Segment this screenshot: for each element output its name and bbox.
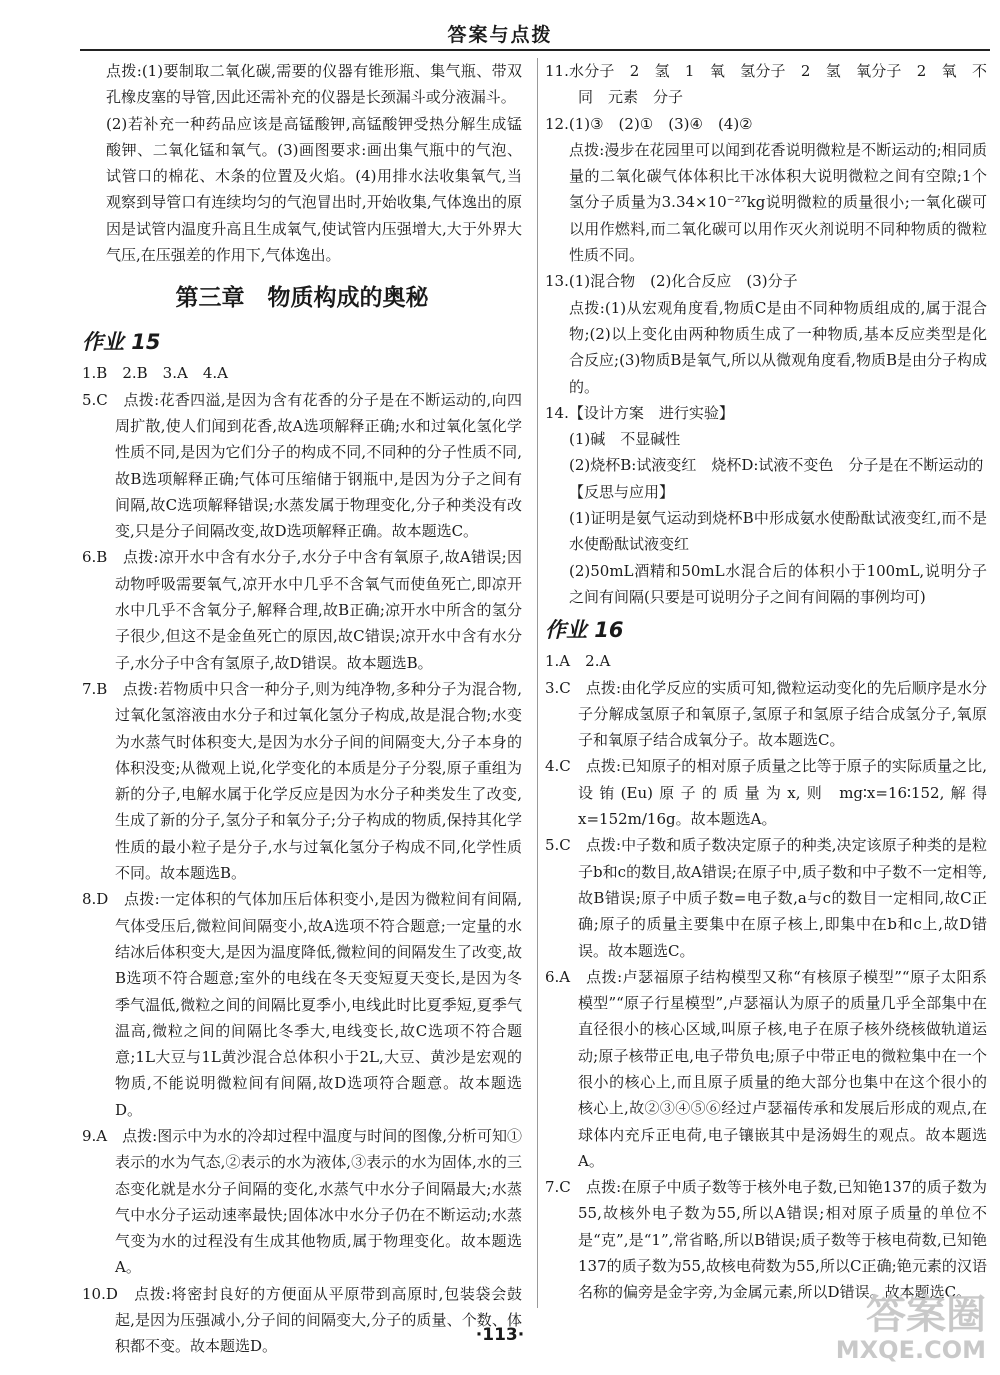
answer-line: (2)50mL酒精和50mL水混合后的体积小于100mL,说明分子之间有间隔(只要是可说明分子之间有间隔的事例均可) xyxy=(569,561,987,606)
answer-item: 10.D 点拨:将密封良好的方便面从平原带到高原时,包装袋会鼓起,是因为压强减小,分子间的间隔变大,分子的质量、个数、体积都不变。故本题选D。 xyxy=(82,1284,522,1356)
watermark-site: MXQE.COM xyxy=(835,1336,986,1364)
intro-paragraph: 点拨:(1)要制取二氧化碳,需要的仪器有锥形瓶、集气瓶、带双孔橡皮塞的导管,因此还需补充的仪器是长颈漏斗或分液漏斗。 xyxy=(106,62,522,107)
answer-item: 5.C 点拨:中子数和质子数决定原子的种类,决定该原子种类的是粒子b和c的数目,故A错误;在原子中,质子数和中子数不一定相等,故B错误;原子中质子数=电子数,a与c的数目一定相同,故C正确;原子的质量主要集中在原子核上,即集中在b和c上,故D错误。故本题选C。 xyxy=(545,836,987,960)
reflect-heading: 【反思与应用】 xyxy=(569,482,675,501)
intro-paragraph: (2)若补充一种药品应该是高锰酸钾,高锰酸钾受热分解生成锰酸钾、二氧化锰和氧气。(3)画图要求:画出集气瓶中的气泡、试管口的棉花、木条的位置及火焰。(4)用排水法收集氧气,当观察到导管口有连续均匀的气泡冒出时,开始收集,气体逸出的原因是试管内温度升高且生成氧气,使试管内压强增大,大于外界大气压,在压强差的作用下,气体逸出。 xyxy=(106,114,522,265)
left-column xyxy=(82,58,522,1360)
answer-note: 点拨:漫步在花园里可以闻到花香说明微粒是不断运动的;相同质量的二氧化碳气体体积比干冰体积大说明微粒之间有空隙;1个氢分子质量为3.34×10⁻²⁷kg说明微粒的质量很小;一氧化碳可以用作燃料,而二氧化碳可以用作灭火剂说明不同种物质的微粒性质不同。 xyxy=(569,140,987,265)
answer-item: 14.【设计方案 进行实验】 xyxy=(545,403,734,422)
page-header: 答案与点拨 xyxy=(447,24,553,46)
answer-line: (1)碱 不显碱性 xyxy=(569,430,681,449)
answer-line: (1)证明是氨气运动到烧杯B中形成氨水使酚酞试液变红,而不是水使酚酞试液变红 xyxy=(569,509,987,554)
column-divider xyxy=(537,58,538,1308)
watermark-logo xyxy=(836,1293,986,1363)
answer-item: 9.A 点拨:图示中为水的冷却过程中温度与时间的图像,分析可知①表示的水为气态,②表示的水为液体,③表示的水为固体,水的三态变化就是水分子间隔的变化,水蒸气中水分子间隔最大;水蒸气中水分子运动速率最快;固体冰中水分子仍在不断运动;水蒸气变为水的过程没有生成其他物质,属于物理变化。故本题选A。 xyxy=(82,1126,522,1277)
chapter-title: 第三章 物质构成的奥秘 xyxy=(175,285,429,312)
answer-item: 4.C 点拨:已知原子的相对原子质量之比等于原子的实际质量之比,设铕(Eu)原子的质量为x,则 mg∶x=16∶152,解得 x=152m/16g。故本题选A。 xyxy=(545,757,987,829)
answer-item: 6.A 点拨:卢瑟福原子结构模型又称“有核原子模型”“原子太阳系模型”“原子行星模型”,卢瑟福认为原子的质量几乎全部集中在直径很小的核心区域,叫原子核,电子在原子核外绕核做轨道运动;原子核带正电,电子带负电;原子中带正电的微粒集中在一个很小的核心上,而且原子质量的绝大部分也集中在这个很小的核心上,故②③④⑤⑥经过卢瑟福传承和发展后形成的观点,在球体内充斥正电荷,电子镶嵌其中是汤姆生的观点。故本题选A。 xyxy=(545,967,987,1170)
answer-item: 7.B 点拨:若物质中只含一种分子,则为纯净物,多种分子为混合物,过氧化氢溶液由水分子和过氧化氢分子构成,故是混合物;水变为水蒸气时体积变大,是因为水分子间的间隔变大,分子本身的体积没变;从微观上说,化学变化的本质是分子分裂,原子重组为新的分子,电解水属于化学反应是因为水分子种类发生了改变,生成了新的分子,氢分子和氧分子;分子构成的物质,保持其化学性质的最小粒子是分子,水与过氧化氢分子构成不同,化学性质不同。故本题选B。 xyxy=(82,679,522,883)
answer-item: 1.B 2.B 3.A 4.A xyxy=(82,364,228,383)
answer-item: 1.A 2.A xyxy=(545,652,611,671)
header-rule xyxy=(80,49,990,51)
right-column xyxy=(545,58,987,1306)
answer-item: 13.(1)混合物 (2)化合反应 (3)分子 xyxy=(545,272,798,291)
answer-item: 7.C 点拨:在原子中质子数等于核外电子数,已知铯137的质子数为55,故核外电子数为55,所以A错误;相对原子质量的单位不是“克”,是“1”,常省略,所以B错误;质子数等于核电荷数,已知铯137的质子数为55,故核电荷数为55,所以C正确;铯元素的汉语名称的偏旁是金字旁,为金属元素,所以D错误。故本题选C。 xyxy=(545,1178,987,1302)
answer-item: 11.水分子 2 氢 1 氧 氢分子 2 氢 氧分子 2 氧 不同 元素 分子 xyxy=(545,62,987,107)
answer-item: 5.C 点拨:花香四溢,是因为含有花香的分子是在不断运动的,向四周扩散,使人们闻到花香,故A选项解释正确;水和过氧化氢化学性质不同,是因为它们分子的构成不同,不同种的分子性质不同,故B选项解释正确;气体可压缩储于钢瓶中,是因为分子之间有间隔,故C选项解释错误;水蒸发属于物理变化,分子种类没有改变,只是分子间隔改变,故D选项解释正确。故本题选C。 xyxy=(82,390,522,541)
page-number: ·113· xyxy=(475,1325,525,1345)
answer-item: 3.C 点拨:由化学反应的实质可知,微粒运动变化的先后顺序是水分子分解成氢原子和氧原子,氢原子和氢原子结合成氢分子,氧原子和氧原子结合成氧分子。故本题选C。 xyxy=(545,678,987,750)
homework-15-title: 作业 15 xyxy=(82,330,161,355)
homework-16-title: 作业 16 xyxy=(545,618,624,643)
answer-item: 12.(1)③ (2)① (3)④ (4)② xyxy=(545,114,753,133)
answer-item: 6.B 点拨:凉开水中含有水分子,水分子中含有氧原子,故A错误;因动物呼吸需要氧气,凉开水中几乎不含氧气而使鱼死亡,即凉开水中几乎不含氧分子,解释合理,故B正确;凉开水中所含的氢分子很少,但这不是金鱼死亡的原因,故C错误;凉开水中含有水分子,水分子中含有氢原子,故D错误。故本题选B。 xyxy=(82,548,522,672)
answer-line: (2)烧杯B:试液变红 烧杯D:试液不变色 分子是在不断运动的 xyxy=(569,456,984,475)
answer-note: 点拨:(1)从宏观角度看,物质C是由不同种物质组成的,属于混合物;(2)以上变化由两种物质生成了一种物质,基本反应类型是化合反应;(3)物质B是氧气,所以从微观角度看,物质B是由分子构成的。 xyxy=(569,298,987,396)
answer-item: 8.D 点拨:一定体积的气体加压后体积变小,是因为微粒间有间隔,气体受压后,微粒间间隔变小,故A选项不符合题意;一定量的水结冰后体积变大,是因为温度降低,微粒间的间隔发生了改变,故B选项不符合题意;室外的电线在冬天变短夏天变长,是因为冬季气温低,微粒之间的间隔比夏季小,电线此时比夏季短,夏季气温高,微粒之间的间隔比冬季大,电线变长,故C选项不符合题意;1L大豆与1L黄沙混合总体积小于2L,大豆、黄沙是宏观的物质,不能说明微粒间有间隔,故D选项符合题意。故本题选D。 xyxy=(82,890,522,1119)
watermark-logo-text: 答案圈 xyxy=(866,1292,986,1338)
